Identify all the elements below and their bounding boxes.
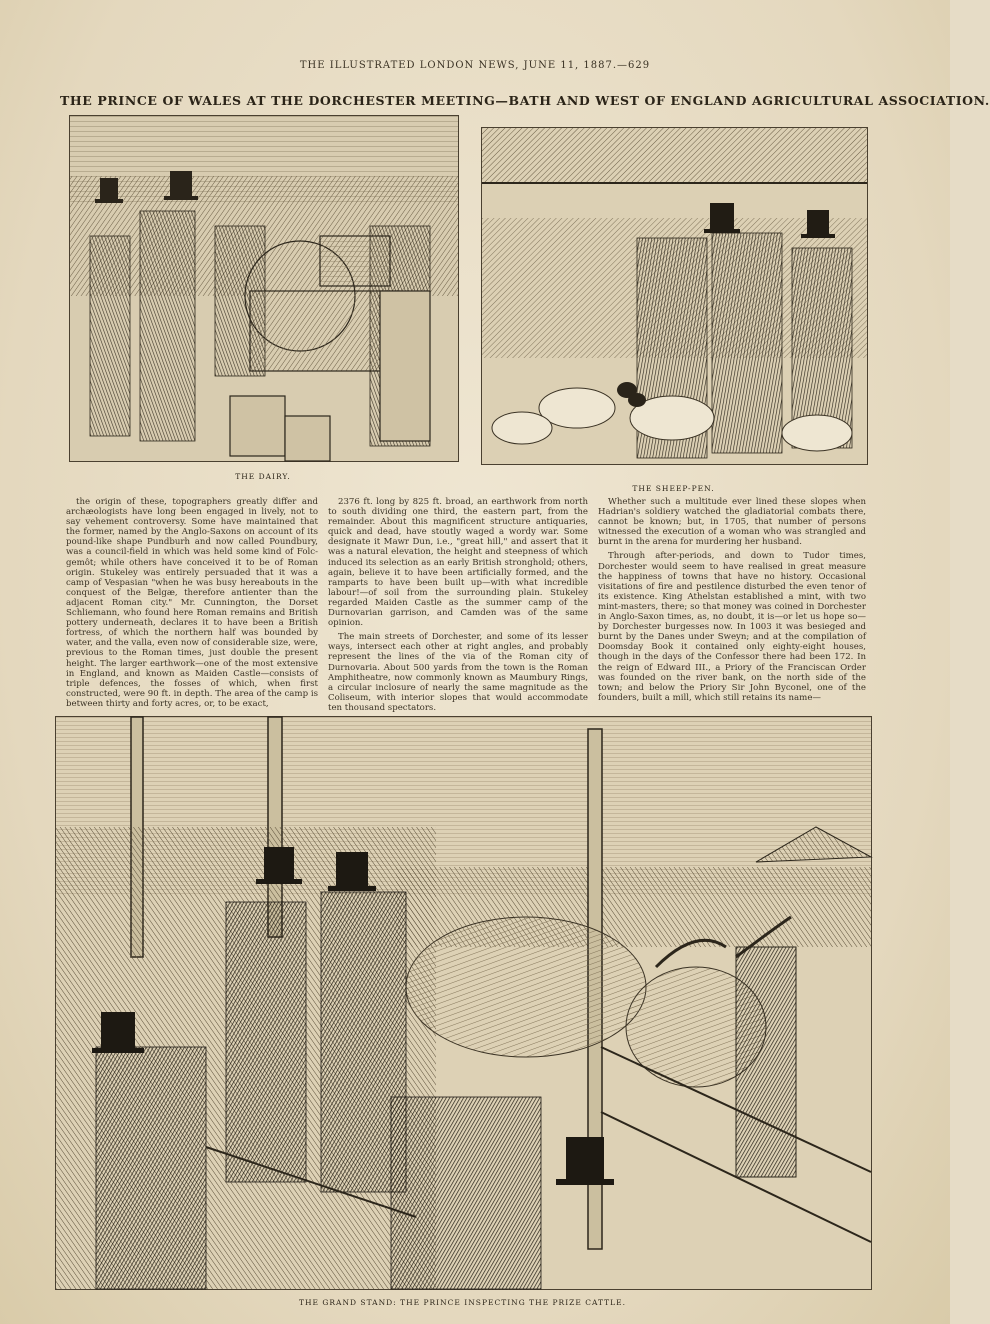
- paragraph: Through after-periods, and down to Tudor times, Dorchester would seem to have realised in great measure the happiness of towns that have no history. Occasional visitations of fire and pestilence disturbed the even tenor of its existence. King Athelstan established a mint, with two mint-masters, there; so that money was coined in Dorchester in Anglo-Saxon times, as, no doubt, it is—or let us hope so—by Dorchester burgesses now. In 1003 it was besieged and burnt by the Danes under Sweyn; and at the compilation of Doomsday Book it contained only eighty-eight houses, though in the days of the Confessor there had been 172. In the reign of Edward III., a Priory of the Franciscan Order was founded on the river bank, on the north side of the town; and below the Priory Sir John Byconel, one of the founders, built a mill, which still retains its name—: [598, 551, 866, 703]
- text-column-3: [598, 497, 866, 702]
- page-headline: THE PRINCE OF WALES AT THE DORCHESTER MEETING—BATH AND WEST OF ENGLAND AGRICULTURAL ASSOCIATION.: [60, 93, 990, 108]
- sheep-pen-caption: THE SHEEP-PEN.: [632, 484, 715, 493]
- paragraph: 2376 ft. long by 825 ft. broad, an earthwork from north to south dividing one third, the eastern part, from the remainder. About this magnificent structure antiquaries, quick and dead, have stoutly waged a wordy war. Some designate it Mawr Dun, i.e., "great hill," and assert that it was a natural elevation, the height and steepness of which induced its selection as an early British stronghold; others, again, believe it to have been artificially formed, and the ramparts to have been built up—with what incredible labour!—of soil from the surrounding plain. Stukeley regarded Maiden Castle as the summer camp of the Durnovarian garrison, and Camden was of the same opinion.: [328, 497, 588, 629]
- grand-stand-caption: THE GRAND STAND: THE PRINCE INSPECTING THE PRIZE CATTLE.: [299, 1298, 626, 1307]
- dairy-engraving: [69, 115, 459, 462]
- paragraph: Whether such a multitude ever lined these slopes when Hadrian's soldiery watched the gladiatorial combats there, cannot be known; but, in 1705, that number of persons witnessed the execution of a woman who was strangled and burnt in the arena for murdering her husband.: [598, 497, 866, 548]
- grand-stand-engraving: [55, 716, 872, 1290]
- dairy-caption: THE DAIRY.: [235, 472, 291, 481]
- sheep-pen-engraving: [481, 127, 868, 465]
- masthead: THE ILLUSTRATED LONDON NEWS, JUNE 11, 1887.—629: [299, 60, 651, 71]
- paragraph: the origin of these, topographers greatly differ and archæologists have long been engaged in lively, not to say vehement controversy. Some have maintained that the former, named by the Anglo-Saxons on account of its pound-like shape Pundburh and now called Poundbury, was a council-field in which was held some kind of Folc-gemôt; while others have conceived it to be of Roman origin. Stukeley was entirely persuaded that it was a camp of Vespasian "when he was busy hereabouts in the conquest of the Belgæ, therefore antienter than the adjacent Roman city." Mr. Cunnington, the Dorset Schliemann, who found here Roman remains and British pottery underneath, declares it to have been a British fortress, of which the northern half was bounded by water, and the valla, even now of considerable size, were, previous to the Roman times, just double the present height. The larger earthwork—one of the most extensive in England, and known as Maiden Castle—consists of triple defences, the fosses of which, when first constructed, were 90 ft. in depth. The area of the camp is between thirty and forty acres, or, to be exact,: [66, 497, 318, 709]
- text-column-2: [328, 497, 588, 713]
- text-column-1: [66, 497, 318, 709]
- paragraph: The main streets of Dorchester, and some of its lesser ways, intersect each other at right angles, and probably represent the lines of the via of the Roman city of Durnovaria. About 500 yards from the town is the Roman Amphitheatre, now commonly known as Maumbury Rings, a circular inclosure of nearly the same magnitude as the Coliseum, with interior slopes that would accommodate ten thousand spectators.: [328, 632, 588, 713]
